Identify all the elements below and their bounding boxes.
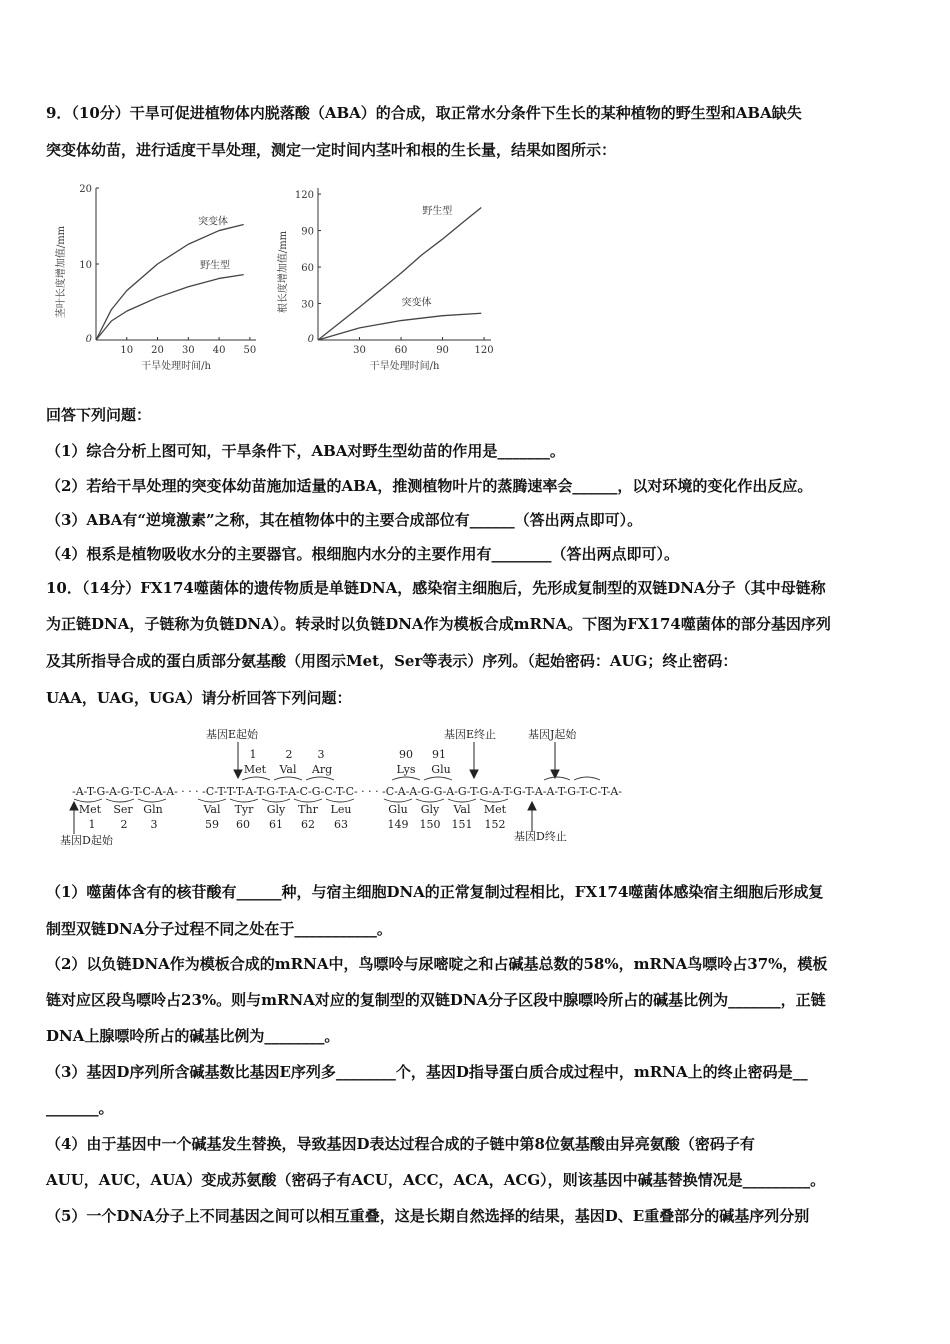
bottom-number-63: 63 bbox=[334, 818, 348, 831]
q9-figure bbox=[46, 172, 516, 387]
label-gene-d-start: 基因D起始 bbox=[60, 834, 113, 847]
q9-sub-1: （1）综合分析上图可知，干旱条件下，ABA对野生型幼苗的作用是_______。 bbox=[46, 442, 565, 460]
top-aa-arg: Arg bbox=[311, 763, 333, 776]
arrow-gene-d-start-head bbox=[70, 802, 78, 810]
bottom-number-150: 150 bbox=[419, 818, 441, 831]
bottom-brace-151 bbox=[448, 799, 476, 802]
series-label: 突变体 bbox=[401, 297, 432, 309]
x-tick-label: 30 bbox=[181, 345, 195, 356]
bottom-number-59: 59 bbox=[205, 818, 219, 831]
bottom-aa-thr: Thr bbox=[298, 803, 318, 816]
top-brace-91 bbox=[424, 777, 452, 780]
q9-line-2: 突变体幼苗，进行适度干旱处理，测定一定时间内茎叶和根的生长量，结果如图所示： bbox=[46, 141, 617, 159]
x-tick-label: 60 bbox=[394, 345, 408, 356]
top-brace-3 bbox=[306, 777, 334, 780]
series-line-2 bbox=[96, 275, 244, 340]
bottom-brace-63 bbox=[326, 799, 354, 802]
bottom-brace-59 bbox=[198, 799, 226, 802]
series-label: 野生型 bbox=[422, 206, 453, 218]
top-aa-val: Val bbox=[279, 763, 297, 776]
bottom-brace-152 bbox=[480, 799, 508, 802]
bottom-brace-2 bbox=[106, 799, 134, 802]
bottom-number-60: 60 bbox=[236, 818, 250, 831]
y-axis-label: 根长度增加值/mm bbox=[278, 230, 289, 314]
y-tick-label: 0 bbox=[307, 334, 314, 345]
bottom-aa-met-1: Met bbox=[78, 803, 102, 816]
q10-line-2: 为正链DNA，子链称为负链DNA）。转录时以负链DNA作为模板合成mRNA。下图为FX174噬菌体的部分基因序列 bbox=[46, 615, 831, 633]
bottom-number-1: 1 bbox=[88, 818, 96, 831]
x-tick-label: 90 bbox=[436, 345, 449, 356]
q9-sub-2: （2）若给干旱处理的突变体幼苗施加适量的ABA，推测植物叶片的蒸腾速率会______，以对环境的变化作出反应。 bbox=[46, 477, 813, 495]
q10-sub-1a: （1）噬菌体含有的核苷酸有______种，与宿主细胞DNA的正常复制过程相比，FX174噬菌体感染宿主细胞后形成复 bbox=[46, 883, 824, 901]
y-tick-label: 30 bbox=[301, 299, 314, 311]
bottom-number-152: 152 bbox=[484, 818, 506, 831]
series-line-2 bbox=[318, 313, 481, 340]
bottom-number-151: 151 bbox=[451, 818, 473, 831]
q9-line-1: 9．（10分）干旱可促进植物体内脱落酸（ABA）的合成，取正常水分条件下生长的某种植物的野生型和ABA缺失 bbox=[46, 104, 802, 122]
top-number-3: 3 bbox=[317, 748, 325, 761]
q10-sub-2c: DNA上腺嘌呤所占的碱基比例为________。 bbox=[46, 1027, 340, 1045]
q9-answer-intro: 回答下列问题： bbox=[46, 406, 152, 424]
top-number-90: 90 bbox=[399, 748, 413, 761]
bottom-brace-60 bbox=[230, 799, 258, 802]
bottom-aa-val-151: Val bbox=[453, 803, 471, 816]
x-axis-label: 干旱处理时间/h bbox=[369, 361, 440, 372]
bottom-aa-met-152: Met bbox=[483, 803, 507, 816]
y-tick-label: 10 bbox=[79, 260, 92, 271]
arrow-gene-d-end-head bbox=[528, 802, 536, 810]
dna-sequence: -A-T-G-A-G-T-C-A-A- · · · -C-T-T-T-A-T-G-T-A-C-G-C-T-C- · · · -C-A-A-G-G-A-G-T-G-A-T-G-T-A-A-T-G-T-C-T-A- bbox=[72, 785, 623, 798]
q10-line-1: 10．（14分）FX174噬菌体的遗传物质是单链DNA，感染宿主细胞后，先形成复制型的双链DNA分子（其中母链称 bbox=[46, 579, 826, 597]
y-axis-label: 茎叶长度增加值/mm bbox=[56, 225, 67, 319]
arrow-gene-e-start-head bbox=[234, 770, 242, 778]
bottom-number-149: 149 bbox=[387, 818, 409, 831]
bottom-aa-gln: Gln bbox=[143, 803, 163, 816]
q10-sub-2a: （2）以负链DNA作为模板合成的mRNA中，鸟嘌呤与尿嘧啶之和占碱基总数的58%，mRNA鸟嘌呤占37%，模板 bbox=[46, 955, 828, 973]
top-aa-met: Met bbox=[243, 763, 267, 776]
bottom-aa-gly-150: Gly bbox=[420, 803, 440, 816]
q10-sub-3b: _______。 bbox=[46, 1099, 114, 1117]
bottom-brace-150 bbox=[416, 799, 444, 802]
y-tick-label: 0 bbox=[85, 334, 92, 345]
q10-line-4: UAA，UAG，UGA）请分析回答下列问题： bbox=[46, 689, 352, 707]
q9-sub-3: （3）ABA有“逆境激素”之称，其在植物体中的主要合成部位有______（答出两点即可）。 bbox=[46, 511, 643, 529]
top-brace-2 bbox=[274, 777, 302, 780]
x-tick-label: 50 bbox=[243, 345, 257, 356]
top-aa-glu: Glu bbox=[431, 763, 451, 776]
x-axis-label: 干旱处理时间/h bbox=[141, 361, 211, 372]
bottom-number-2: 2 bbox=[120, 818, 128, 831]
bottom-number-3: 3 bbox=[150, 818, 158, 831]
x-tick-label: 120 bbox=[474, 345, 494, 356]
bottom-brace-3 bbox=[138, 799, 166, 802]
top-brace-j-1 bbox=[544, 777, 570, 780]
bottom-aa-ser: Ser bbox=[113, 803, 133, 816]
bottom-brace-1 bbox=[74, 799, 102, 802]
x-tick-label: 20 bbox=[151, 345, 164, 356]
label-gene-j-start: 基因J起始 bbox=[528, 728, 577, 741]
top-brace-j-2 bbox=[574, 777, 600, 780]
y-tick-label: 60 bbox=[301, 263, 314, 275]
q10-line-3: 及其所指导合成的蛋白质部分氨基酸（用图示Met，Ser等表示）序列。（起始密码：AUG；终止密码： bbox=[46, 652, 738, 670]
top-number-2: 2 bbox=[285, 748, 293, 761]
y-tick-label: 90 bbox=[301, 226, 314, 238]
series-line-1 bbox=[318, 207, 481, 340]
q10-sub-2b: 链对应区段鸟嘌呤占23%。则与mRNA对应的复制型的双链DNA分子区段中腺嘌呤所占的碱基比例为_______，正链 bbox=[46, 991, 826, 1009]
top-brace-1 bbox=[242, 777, 270, 780]
series-label: 突变体 bbox=[198, 216, 229, 228]
bottom-aa-tyr: Tyr bbox=[234, 803, 254, 816]
bottom-number-62: 62 bbox=[301, 818, 315, 831]
bottom-brace-62 bbox=[294, 799, 322, 802]
label-gene-e-start: 基因E起始 bbox=[206, 728, 259, 741]
label-gene-d-end: 基因D终止 bbox=[514, 830, 567, 843]
gene-sequence-diagram bbox=[46, 722, 646, 852]
series-label: 野生型 bbox=[200, 260, 231, 272]
bottom-aa-gly-61: Gly bbox=[266, 803, 286, 816]
bottom-aa-glu: Glu bbox=[388, 803, 408, 816]
x-tick-label: 30 bbox=[353, 345, 366, 356]
q9-sub-4: （4）根系是植物吸收水分的主要器官。根细胞内水分的主要作用有________（答出两点即可）。 bbox=[46, 545, 679, 563]
stem-leaf-growth-chart bbox=[54, 184, 256, 372]
top-aa-lys: Lys bbox=[396, 763, 416, 776]
bottom-number-61: 61 bbox=[269, 818, 283, 831]
bottom-brace-149 bbox=[384, 799, 412, 802]
root-growth-chart bbox=[276, 188, 494, 372]
top-brace-90 bbox=[392, 777, 420, 780]
x-tick-label: 10 bbox=[120, 345, 134, 356]
top-number-91: 91 bbox=[432, 748, 446, 761]
q10-sub-5: （5）一个DNA分子上不同基因之间可以相互重叠，这是长期自然选择的结果，基因D、E重叠部分的碱基序列分别 bbox=[46, 1207, 810, 1225]
q10-sub-1b: 制型双链DNA分子过程不同之处在于___________。 bbox=[46, 920, 392, 938]
bottom-brace-61 bbox=[262, 799, 290, 802]
bottom-aa-val-59: Val bbox=[203, 803, 221, 816]
top-number-1: 1 bbox=[249, 748, 257, 761]
y-tick-label: 120 bbox=[294, 190, 314, 202]
series-line-1 bbox=[96, 224, 244, 340]
q10-sub-4a: （4）由于基因中一个碱基发生替换，导致基因D表达过程合成的子链中第8位氨基酸由异亮氨酸（密码子有 bbox=[46, 1135, 755, 1153]
q10-sub-4b: AUU，AUC，AUA）变成苏氨酸（密码子有ACU，ACC，ACA，ACG），则该基因中碱基替换情况是_________。 bbox=[46, 1171, 826, 1189]
y-tick-label: 20 bbox=[79, 184, 92, 195]
label-gene-e-end: 基因E终止 bbox=[444, 728, 497, 741]
arrow-gene-e-end-head bbox=[470, 770, 478, 778]
x-tick-label: 40 bbox=[212, 345, 226, 356]
q10-sub-3a: （3）基因D序列所含碱基数比基因E序列多________个，基因D指导蛋白质合成过程中，mRNA上的终止密码是__ bbox=[46, 1063, 808, 1081]
bottom-aa-leu: Leu bbox=[330, 803, 352, 816]
